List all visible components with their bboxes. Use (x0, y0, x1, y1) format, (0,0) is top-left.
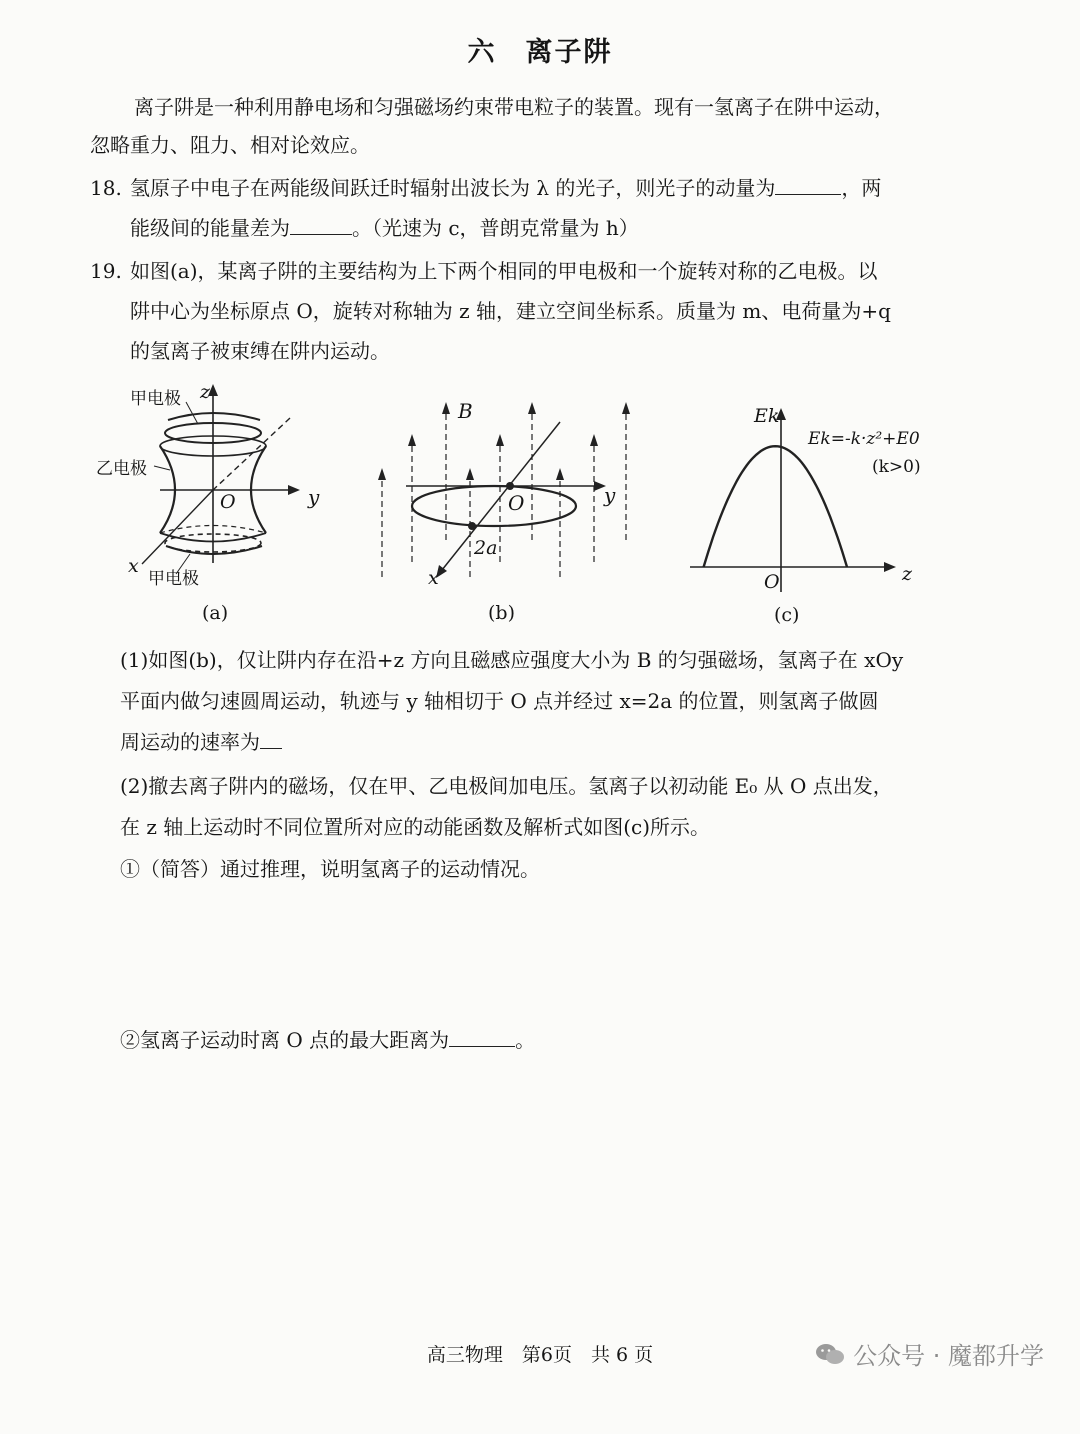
q18-line-1 (130, 174, 881, 202)
q18-text-1: 氢原子中电子在两能级间跃迁时辐射出波长为 λ 的光子，则光子的动量为 (130, 176, 776, 200)
fig-b-y-label: y (604, 483, 616, 507)
figure-c-kinetic-energy (680, 392, 930, 602)
fig-a-leader-ring (154, 466, 170, 470)
fig-a-top-label: 甲电极 (130, 389, 181, 409)
sub1-line-2: 平面内做匀速圆周运动，轨迹与 y 轴相切于 O 点并经过 x=2a 的位置，则氢离子做圆 (120, 689, 879, 713)
sub2-2-end: 。 (515, 1028, 536, 1052)
sub2-line-2: 在 z 轴上运动时不同位置所对应的动能函数及解析式如图(c)所示。 (120, 815, 711, 839)
q18-text-2-end: 。（光速为 c，普朗克常量为 h） (352, 216, 639, 240)
fig-b-2a-label: 2a (474, 537, 498, 559)
sub2-2-blank-distance[interactable] (449, 1026, 515, 1047)
sub1-line-3 (120, 728, 282, 756)
watermark (815, 1336, 1044, 1371)
page-title: 六 离子阱 (467, 37, 613, 68)
q19-number: 19. (90, 259, 122, 283)
fig-c-curve (704, 446, 847, 567)
intro-line-2: 忽略重力、阻力、相对论效应。 (90, 133, 370, 157)
q19-line-3: 的氢离子被束缚在阱内运动。 (130, 339, 390, 363)
wechat-icon (815, 1342, 845, 1366)
sub1-text-3: 周运动的速率为 (120, 730, 260, 754)
q18-text-2: 能级间的能量差为 (130, 216, 290, 240)
page-footer: 高三物理 第6页 共 6 页 (426, 1344, 654, 1366)
fig-c-caption: (c) (774, 604, 800, 626)
fig-b-field-arrows (378, 402, 630, 480)
fig-c-condition: (k>0) (872, 457, 921, 477)
sub2-1-answer-area[interactable] (120, 888, 960, 1008)
fig-a-bottom-label: 甲电极 (148, 569, 199, 589)
fig-b-origin-label: O (508, 491, 525, 515)
fig-a-top-electrode-cap (168, 413, 260, 420)
sub2-2-text: ②氢离子运动时离 O 点的最大距离为 (120, 1028, 450, 1052)
fig-b-caption: (b) (488, 602, 515, 624)
fig-a-y-arrow (288, 485, 300, 495)
figure-a-ion-trap (90, 378, 340, 598)
q18-blank-energy[interactable] (290, 214, 352, 235)
q18-blank-momentum[interactable] (775, 174, 841, 195)
fig-a-bottom-electrode (166, 546, 262, 554)
sub2-line-1: (2)撤去离子阱内的磁场，仅在甲、乙电极间加电压。氢离子以初动能 E₀ 从 O 点出发， (120, 774, 893, 798)
sub1-line-1: (1)如图(b)，仅让阱内存在沿+z 方向且磁感应强度大小为 B 的匀强磁场，氢离子在 xOy (120, 648, 904, 672)
fig-c-z-arrow (884, 562, 896, 572)
fig-b-field-lines (382, 410, 626, 577)
sub2-1-question: ①（简答）通过推理，说明氢离子的运动情况。 (120, 857, 540, 881)
fig-c-formula: Ek=-k·z²+E0 (808, 429, 920, 449)
q18-line-2 (130, 214, 639, 242)
fig-b-origin-point (506, 482, 514, 490)
fig-b-x-label: x (428, 567, 439, 589)
q18-text-1-end: ，两 (841, 176, 882, 200)
q19-line-2: 阱中心为坐标原点 O，旋转对称轴为 z 轴，建立空间坐标系。质量为 m、电荷量为+q (130, 299, 891, 323)
sub1-blank-speed[interactable] (260, 728, 282, 749)
watermark-text: 公众号 · 魔都升学 (853, 1342, 1044, 1370)
sub2-2-line (120, 1026, 535, 1054)
fig-b-orbit (412, 486, 576, 526)
q18-number: 18. (90, 176, 122, 200)
fig-b-2a-point (468, 522, 476, 530)
fig-a-z-label: z (200, 381, 211, 403)
figure-b-magnetic-field (368, 392, 650, 598)
fig-a-ring-label: 乙电极 (96, 459, 147, 479)
fig-a-caption: (a) (202, 602, 229, 624)
fig-c-origin-label: O (764, 571, 780, 593)
intro-line-1: 离子阱是一种利用静电场和匀强磁场约束带电粒子的装置。现有一氢离子在阱中运动， (134, 95, 894, 119)
fig-a-x-label: x (128, 555, 139, 577)
fig-c-z-label: z (902, 563, 913, 585)
q19-line-1: 如图(a)，某离子阱的主要结构为上下两个相同的甲电极和一个旋转对称的乙电极。以 (130, 259, 878, 283)
fig-a-origin-label: O (220, 491, 236, 513)
fig-a-y-label: y (308, 485, 320, 509)
fig-c-ek-label: Ek (754, 405, 780, 427)
fig-b-field-label: B (458, 399, 473, 423)
